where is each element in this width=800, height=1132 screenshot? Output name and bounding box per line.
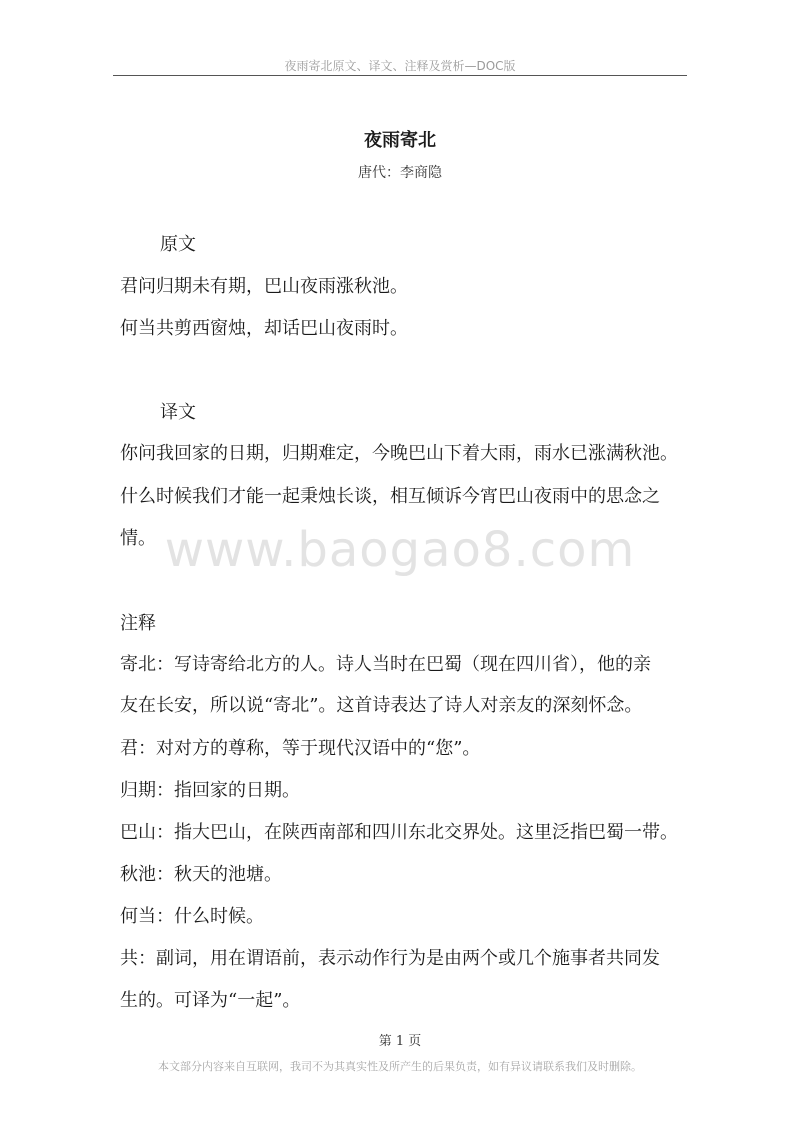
translation-heading: 译文 xyxy=(160,402,196,423)
watermark: www.baogao8.com xyxy=(164,522,636,578)
note-line: 归期：指回家的日期。 xyxy=(120,780,300,801)
note-line: 寄北：写诗寄给北方的人。诗人当时在巴蜀（现在四川省），他的亲 xyxy=(120,654,651,675)
page-number: 第 1 页 xyxy=(378,1034,422,1049)
poem-title: 夜雨寄北 xyxy=(364,130,436,151)
note-line: 共：副词，用在谓语前，表示动作行为是由两个或几个施事者共同发 xyxy=(120,948,660,969)
page-footer-disclaimer: 本文部分内容来自互联网，我司不为其真实性及所产生的后果负责，如有异议请联系我们及时删除。 xyxy=(158,1060,642,1073)
original-heading: 原文 xyxy=(160,234,196,255)
translation-line: 你问我回家的日期，归期难定，今晚巴山下着大雨，雨水已涨满秋池。 xyxy=(120,443,678,464)
translation-line: 什么时候我们才能一起秉烛长谈，相互倾诉今宵巴山夜雨中的思念之 xyxy=(120,486,660,507)
poem-author: 唐代：李商隐 xyxy=(358,165,442,181)
header-divider xyxy=(113,75,687,76)
translation-line: 情。 xyxy=(120,528,156,549)
note-line: 秋池：秋天的池塘。 xyxy=(120,864,282,885)
note-line: 友在长安，所以说“寄北”。这首诗表达了诗人对亲友的深刻怀念。 xyxy=(120,695,643,716)
note-line: 何当：什么时候。 xyxy=(120,906,264,927)
note-line: 君：对对方的尊称，等于现代汉语中的“您”。 xyxy=(120,738,481,759)
original-line: 君问归期未有期，巴山夜雨涨秋池。 xyxy=(120,276,408,297)
note-line: 巴山：指大巴山，在陕西南部和四川东北交界处。这里泛指巴蜀一带。 xyxy=(120,822,678,843)
page-header: 夜雨寄北原文、译文、注释及赏析—DOC版 xyxy=(284,59,516,73)
notes-heading: 注释 xyxy=(120,613,156,634)
original-line: 何当共剪西窗烛，却话巴山夜雨时。 xyxy=(120,318,408,339)
note-line: 生的。可译为“一起”。 xyxy=(120,990,301,1011)
